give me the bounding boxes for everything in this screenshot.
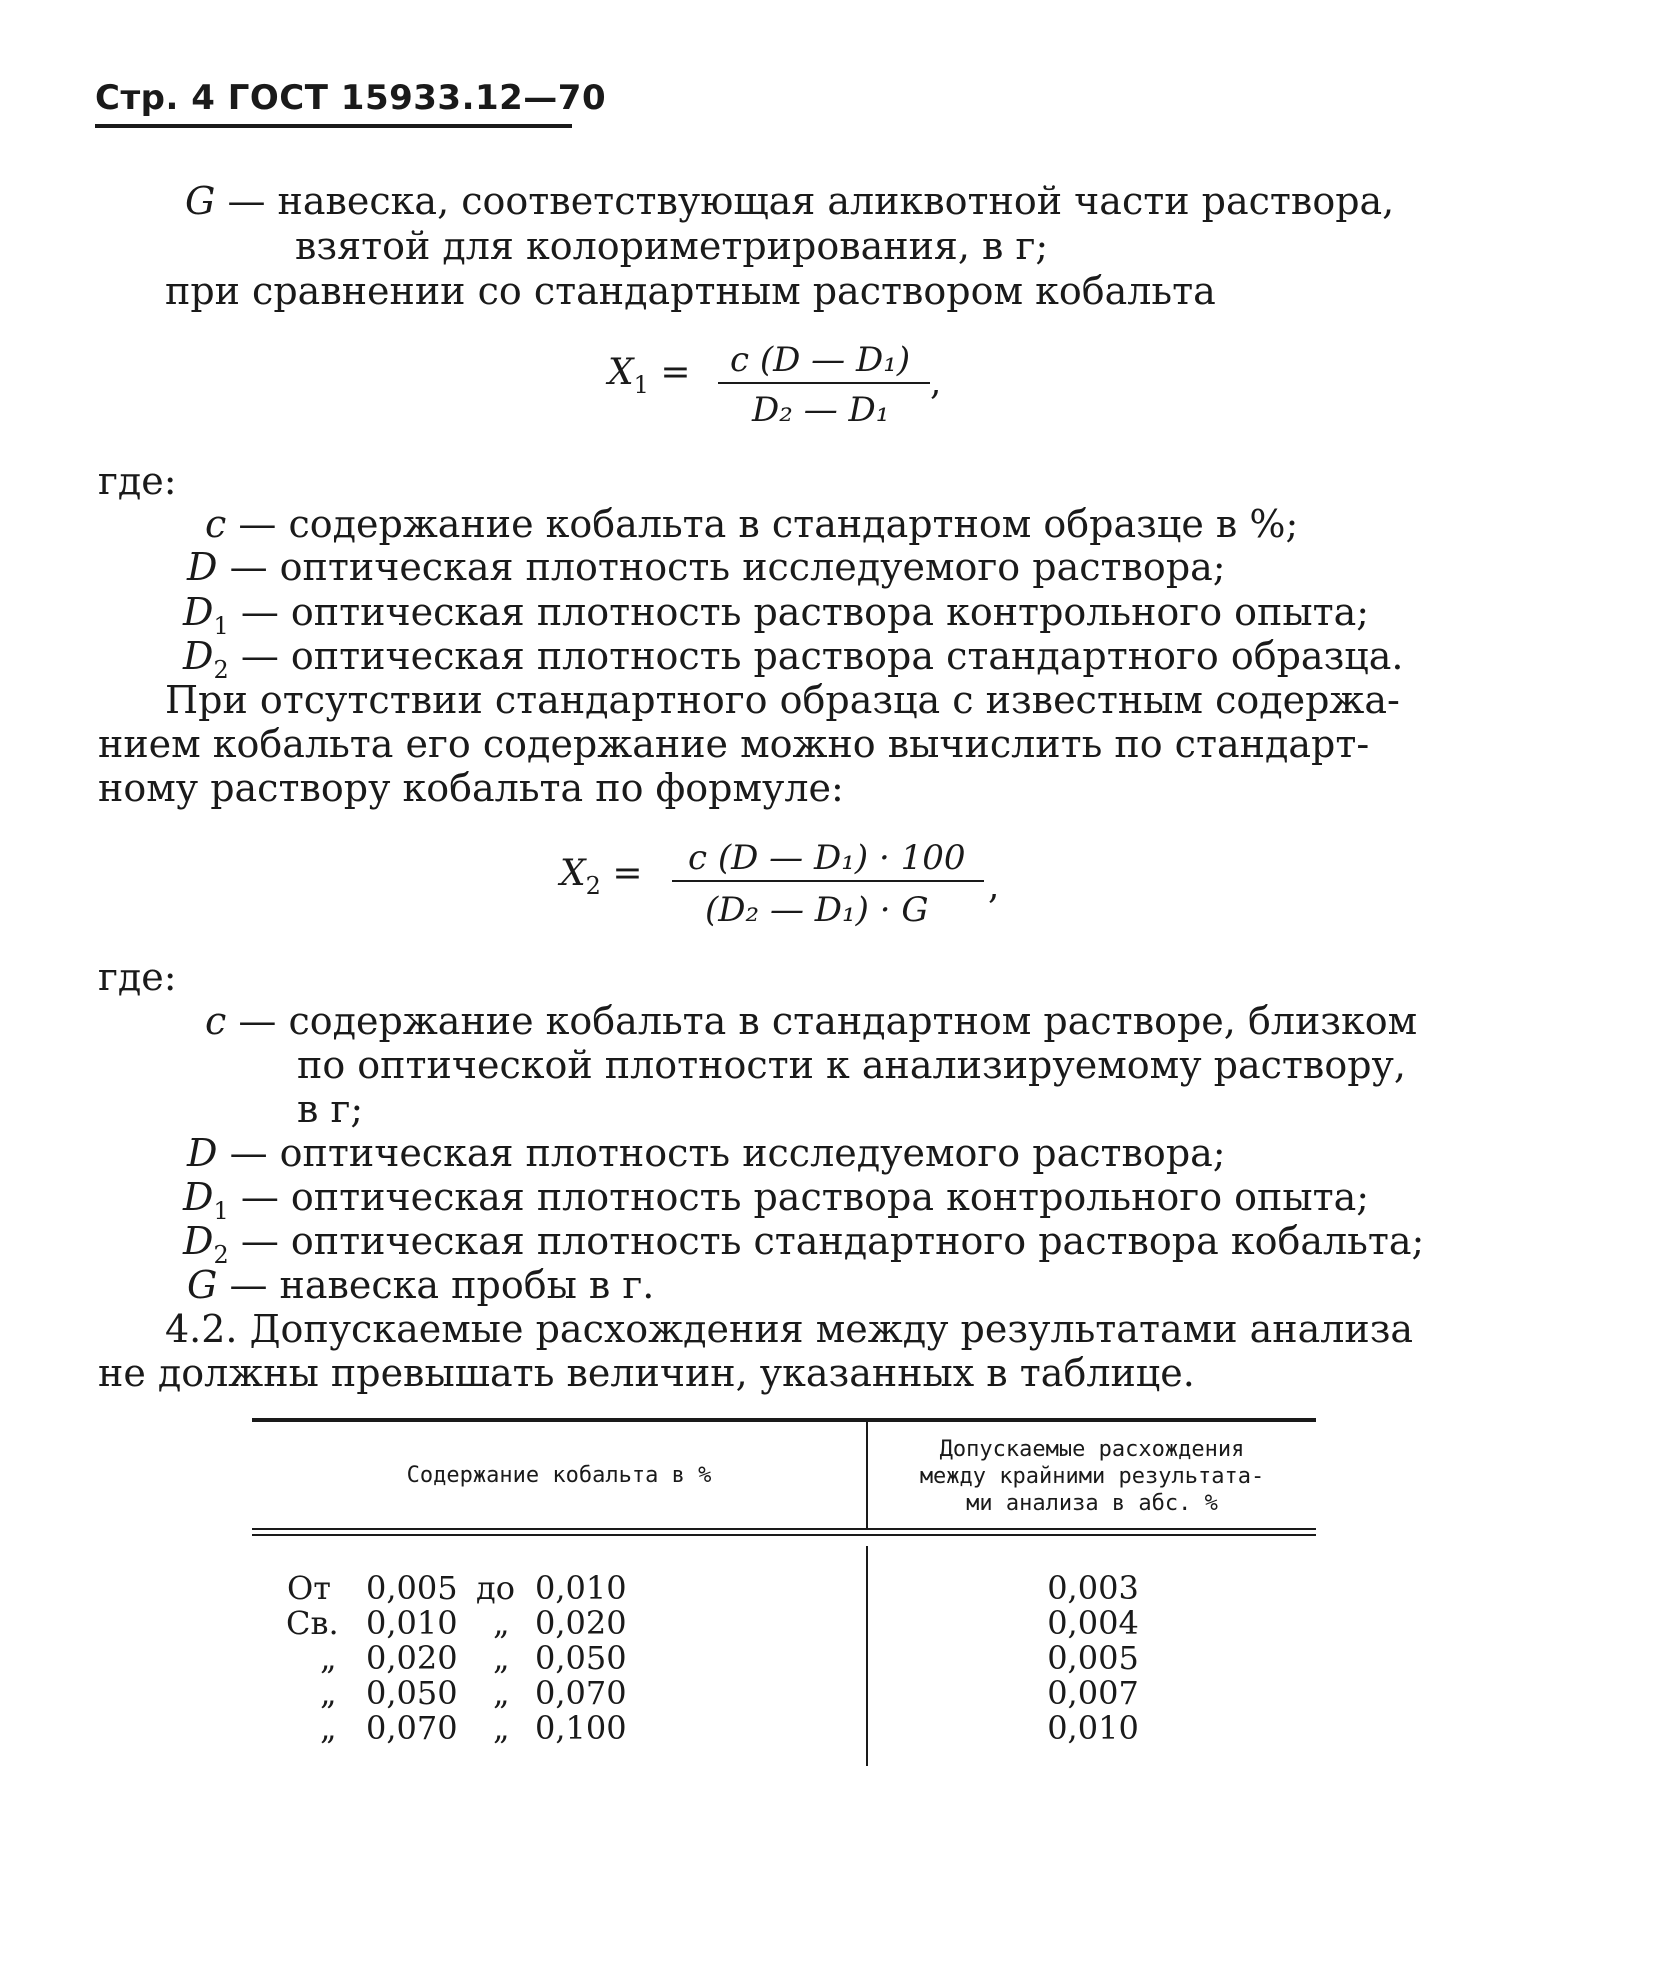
table-header-tolerance-line2: между крайними результата- xyxy=(919,1464,1265,1489)
formula1-comma: , xyxy=(930,362,942,403)
section42-line1: 4.2. Допускаемые расхождения между результатами анализа xyxy=(165,1307,1414,1351)
where1-label: где: xyxy=(98,459,177,503)
where1-item-c: c — содержание кобальта в стандартном образце в %; xyxy=(205,502,1299,546)
table-header-tolerance-line1: Допускаемые расхождения xyxy=(939,1437,1245,1462)
where2-label: где: xyxy=(98,955,177,999)
where2-item-c-line1: c — содержание кобальта в стандартном растворе, близком xyxy=(205,999,1418,1043)
formula2-numerator: c (D — D₁) · 100 xyxy=(688,838,966,878)
formula2-lhs: $X_2$ = xyxy=(560,853,643,900)
where2-item-g: G — навеска пробы в г. xyxy=(187,1263,655,1307)
where2-item-d1: $D_1$ — оптическая плотность раствора контрольного опыта; xyxy=(183,1175,1370,1225)
g-text-line1: — навеска, соответствующая аликвотной части раствора, xyxy=(227,179,1395,223)
where2-item-d2: $D_2$ — оптическая плотность стандартного раствора кобальта; xyxy=(183,1219,1425,1269)
table-header-content: Содержание кобальта в % xyxy=(406,1463,712,1488)
formula2-denominator: (D₂ — D₁) · G xyxy=(705,890,929,930)
formula1-numerator: c (D — D₁) xyxy=(730,340,911,380)
table-header-rule-1 xyxy=(252,1528,1316,1530)
where1-item-d2: $D_2$ — оптическая плотность раствора стандартного образца. xyxy=(183,634,1404,684)
formula1-denominator: D₂ — D₁ xyxy=(752,390,890,430)
table-top-rule xyxy=(252,1418,1316,1422)
where2-item-c-line2: по оптической плотности к анализируемому раствору, xyxy=(297,1043,1406,1087)
page-header: Стр. 4 ГОСТ 15933.12—70 xyxy=(95,78,607,118)
section42-line2: не должны превышать величин, указанных в таблице. xyxy=(98,1351,1195,1395)
header-rule xyxy=(95,124,572,128)
g-symbol: G xyxy=(185,179,216,223)
formula1-lhs: $X_1$ = xyxy=(608,352,691,399)
table-header-rule-2 xyxy=(252,1534,1316,1536)
g-text-line2: взятой для колориметрирования, в г; xyxy=(295,224,1049,268)
where1-item-d1: $D_1$ — оптическая плотность раствора контрольного опыта; xyxy=(183,590,1370,640)
where1-item-d: D — оптическая плотность исследуемого раствора; xyxy=(187,545,1226,589)
formula2-comma: , xyxy=(988,866,1000,907)
table-header-tolerance-line3: ми анализа в абс. % xyxy=(966,1491,1218,1516)
paragraph2-line3: ному раствору кобальта по формуле: xyxy=(98,766,844,810)
where2-item-c-line3: в г; xyxy=(297,1087,364,1131)
comparison-text: при сравнении со стандартным раствором кобальта xyxy=(165,269,1216,313)
table-body-divider xyxy=(866,1546,868,1766)
formula1-fraction-bar xyxy=(718,382,930,384)
paragraph2-line1: При отсутствии стандартного образца с известным содержа- xyxy=(165,678,1400,722)
formula2-fraction-bar xyxy=(672,880,984,882)
where2-item-d: D — оптическая плотность исследуемого раствора; xyxy=(187,1131,1226,1175)
paragraph2-line2: нием кобальта его содержание можно вычислить по стандарт- xyxy=(98,722,1370,766)
g-definition-line1 xyxy=(185,179,1395,223)
